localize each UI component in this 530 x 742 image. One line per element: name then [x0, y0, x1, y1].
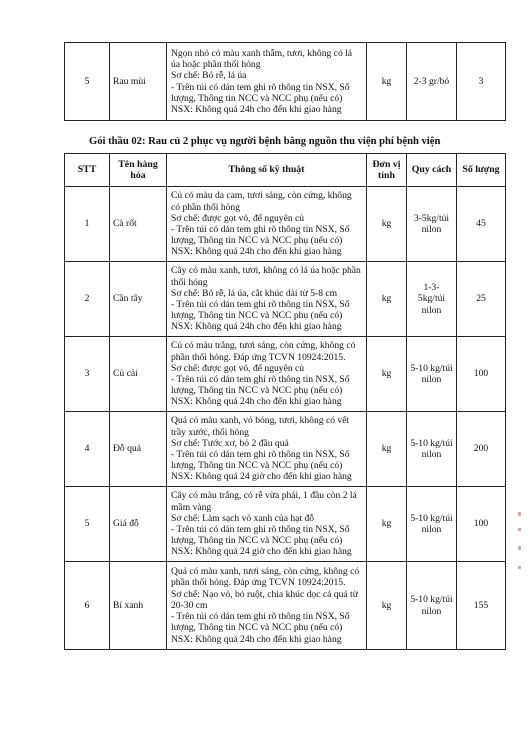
row-packing: 5-10 kg/túi nilon: [407, 487, 457, 562]
spec-line: Quả có màu xanh, vỏ bóng, tươi, không có vết trầy xước, thối hỏng: [171, 415, 350, 438]
row-quantity: 100: [457, 487, 506, 562]
scan-mark: [518, 546, 521, 550]
row-quantity: 155: [457, 562, 506, 650]
scan-mark: [518, 528, 521, 531]
table-row: [65, 337, 506, 412]
header-packing: Quy cách: [407, 154, 457, 187]
row-unit: kg: [367, 337, 407, 412]
row-quantity: 100: [457, 337, 506, 412]
supply-table-continued: [64, 42, 506, 121]
row-packing: 5-10 kg/túi nilon: [407, 337, 457, 412]
spec-line: - Trên túi có dán tem ghi rõ thông tin NSX, Số lượng, Thông tin NCC và NCC phụ (nếu có): [171, 524, 350, 547]
row-spec: [167, 487, 367, 562]
spec-line: - Trên túi có dán tem ghi rõ thông tin NSX, Số lượng, Thông tin NCC và NCC phụ (nếu có): [171, 299, 350, 322]
spec-line: Ngọn nhỏ có màu xanh thẫm, tươi, không có lá úa hoặc phần thối hỏng: [171, 47, 353, 71]
row-stt: 1: [65, 187, 110, 262]
spec-line: Cây có màu trắng, có rễ vừa phải, 1 đầu còn 2 lá mầm vàng: [171, 490, 357, 513]
row-stt: 3: [65, 337, 110, 412]
spec-line: Quả có màu xanh, tươi sáng, còn cứng, không có phần thối hỏng. Đáp ứng TCVN 10924:2015.: [171, 566, 360, 589]
row-quantity: 200: [457, 412, 506, 487]
row-unit: kg: [367, 412, 407, 487]
row-spec: [167, 562, 367, 650]
table-row: [65, 562, 506, 650]
spec-line: NSX: Không quá 24 giờ cho đến khi giao hàng: [171, 546, 352, 558]
scan-mark: [518, 566, 521, 569]
spec-line: - Trên túi có dán tem ghi rõ thông tin NSX, Số lượng, Thông tin NCC và NCC phụ (nếu có): [171, 449, 350, 472]
spec-line: Cây có màu xanh, tươi, không có lá úa hoặc phần thối hỏng: [171, 265, 361, 288]
spec-line: NSX: Không quá 24h cho đến khi giao hàng: [171, 633, 342, 645]
header-item-name: Tên hàng hóa: [110, 154, 167, 187]
spec-line: Sơ chế: Nạo vỏ, bỏ ruột, chia khúc dọc cả quả từ 20-30 cm: [171, 588, 358, 611]
package-heading: Gói thầu 02: Rau củ 2 phục vụ người bệnh bằng nguồn thu viện phí bệnh viện: [89, 136, 441, 147]
row-spec: [167, 262, 367, 337]
row-stt: 6: [65, 562, 110, 650]
spec-line: Sơ chế: Bỏ rễ, lá úa: [171, 70, 247, 82]
spec-line: Sơ chế: Làm sạch vỏ xanh của hạt đỗ: [171, 512, 315, 524]
row-packing: 2-3 gr/bó: [407, 43, 457, 121]
spec-line: NSX: Không quá 24h cho đến khi giao hàng: [171, 246, 342, 258]
row-unit: kg: [367, 187, 407, 262]
row-spec: [167, 337, 367, 412]
row-item-name: Cần tây: [110, 262, 167, 337]
spec-line: NSX: Không quá 24h cho đến khi giao hàng: [171, 321, 342, 333]
table-row: [65, 187, 506, 262]
spec-line: - Trên túi có dán tem ghi rõ thông tin NSX, Số lượng, Thông tin NCC và NCC phụ (nếu có): [171, 81, 350, 104]
spec-line: NSX: Không quá 24h cho đến khi giao hàng: [171, 396, 342, 408]
row-item-name: Bí xanh: [110, 562, 167, 650]
row-quantity: 45: [457, 187, 506, 262]
spec-line: Sơ chế: Tước xơ, bỏ 2 đầu quả: [171, 437, 289, 449]
package-02-table: [64, 153, 506, 650]
spec-line: Sơ chế: được gọt vỏ, để nguyên củ: [171, 212, 305, 224]
table-row: [65, 412, 506, 487]
header-quantity: Số lượng: [457, 154, 506, 187]
row-item-name: Cà rốt: [110, 187, 167, 262]
header-stt: STT: [65, 154, 110, 187]
row-unit: kg: [367, 43, 407, 121]
spec-line: NSX: Không quá 24h cho đến khi giao hàng: [171, 103, 342, 115]
header-spec: Thông số kỹ thuật: [167, 154, 367, 187]
row-packing: 5-10 kg/túi nilon: [407, 412, 457, 487]
spec-line: Củ có màu trắng, tươi sáng, còn cứng, không có phần thối hỏng. Đáp ứng TCVN 10924:2015.: [171, 340, 356, 363]
row-spec: [167, 43, 367, 121]
row-unit: kg: [367, 562, 407, 650]
row-unit: kg: [367, 487, 407, 562]
spec-line: Sơ chế: Bỏ rễ, lá úa, cắt khúc dài từ 5-8 cm: [171, 287, 338, 299]
header-unit: Đơn vị tính: [367, 154, 407, 187]
row-packing: 3-5kg/túi nilon: [407, 187, 457, 262]
spec-line: - Trên túi có dán tem ghi rõ thông tin NSX, Số lượng, Thông tin NCC và NCC phụ (nếu có): [171, 374, 350, 397]
spec-line: Củ có màu da cam, tươi sáng, còn cứng, không có phần thối hỏng: [171, 190, 352, 213]
row-item-name: Giá đỗ: [110, 487, 167, 562]
row-quantity: 25: [457, 262, 506, 337]
row-packing: 1-3-5kg/túi nilon: [407, 262, 457, 337]
table-header-row: [65, 154, 506, 187]
row-stt: 5: [65, 487, 110, 562]
spec-line: Sơ chế: được gọt vỏ, để nguyên củ: [171, 362, 305, 374]
row-item-name: Rau mùi: [110, 43, 167, 121]
row-spec: [167, 187, 367, 262]
spec-line: NSX: Không quá 24 giờ cho đến khi giao hàng: [171, 471, 352, 483]
table-row: [65, 262, 506, 337]
spec-line: - Trên túi có dán tem ghi rõ thông tin NSX, Số lượng, Thông tin NCC và NCC phụ (nếu có): [171, 611, 350, 634]
row-quantity: 3: [457, 43, 506, 121]
spec-line: - Trên túi có dán tem ghi rõ thông tin NSX, Số lượng, Thông tin NCC và NCC phụ (nếu có): [171, 224, 350, 247]
row-item-name: Củ cải: [110, 337, 167, 412]
table-row: [65, 43, 506, 121]
row-unit: kg: [367, 262, 407, 337]
row-packing: 5-10 kg/túi nilon: [407, 562, 457, 650]
row-item-name: Đỗ quả: [110, 412, 167, 487]
table-row: [65, 487, 506, 562]
row-stt: 2: [65, 262, 110, 337]
row-stt: 4: [65, 412, 110, 487]
row-spec: [167, 412, 367, 487]
scan-mark: [518, 512, 521, 516]
row-stt: 5: [65, 43, 110, 121]
